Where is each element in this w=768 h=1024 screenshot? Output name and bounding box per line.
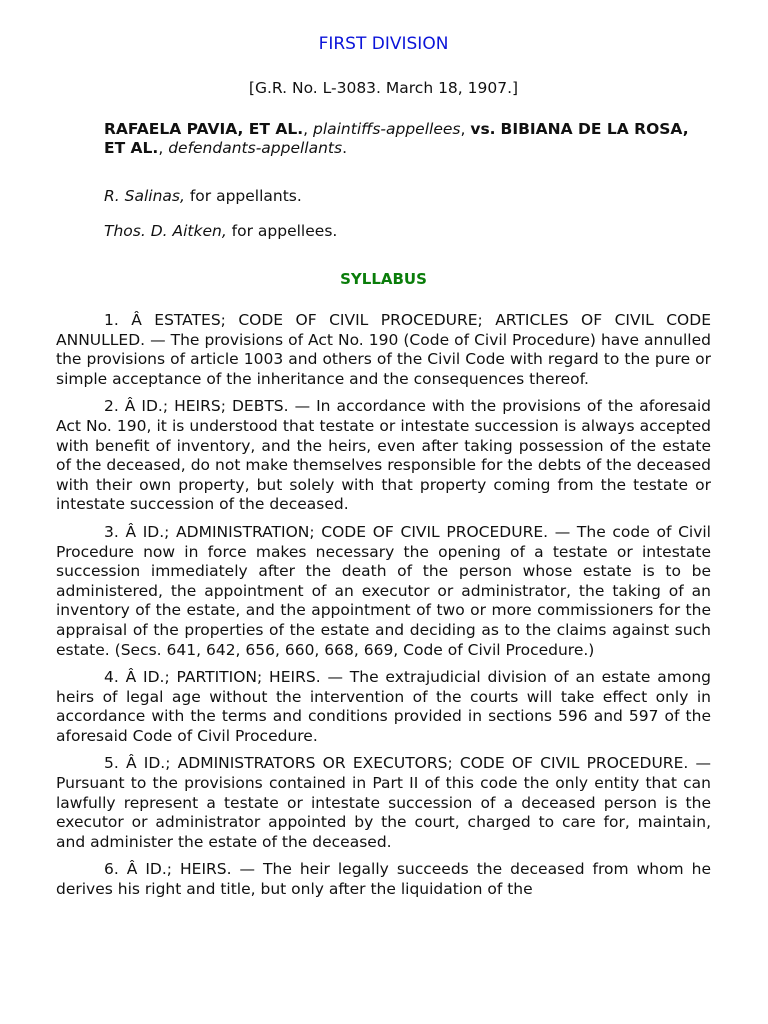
syllabus-heading: SYLLABUS [340,270,427,288]
case-number: [G.R. No. L-3083. March 18, 1907.] [248,79,519,97]
defendants-role: defendants-appellants [168,139,343,157]
division-heading: FIRST DIVISION [318,34,449,54]
syllabus-item: 5. Â ID.; ADMINISTRATORS OR EXECUTORS; CODE OF CIVIL PROCEDURE. — Pursuant to the provisions contained in Part II of this code the only entity that can lawfully represent a testate or intestate succession of a deceased person is the executor or administrator appointed by the court, charged to care for, maintain, and administer the estate of the deceased. [56,754,711,851]
counsel-role: for appellees. [226,222,338,240]
syllabus-body [56,311,711,908]
counsel-name: Thos. D. Aitken, [104,222,227,240]
versus-label: vs. [470,120,496,138]
syllabus-item: 2. Â ID.; HEIRS; DEBTS. — In accordance with the provisions of the aforesaid Act No. 190, it is understood that testate or intestate succession is always accepted with benefit of inventory, and the heirs, even after taking possession of the estate of the deceased, do not make themselves responsible for the debts of the deceased with their own property, but solely with that property coming from the testate or intestate succession of the deceased. [56,397,711,514]
counsel-appellants [104,186,704,206]
counsel-appellees [104,221,704,241]
counsel-role: for appellants. [184,187,302,205]
plaintiffs-role: plaintiffs-appellees [312,120,461,138]
defendants-name: BIBIANA DE LA ROSA, ET AL. [104,120,689,157]
syllabus-item: 1. Â ESTATES; CODE OF CIVIL PROCEDURE; ARTICLES OF CIVIL CODE ANNULLED. — The provisions of Act No. 190 (Code of Civil Procedure) have annulled the provisions of article 1003 and others of the Civil Code with regard to the pure or simple acceptance of the inheritance and the consequences thereof. [56,311,711,388]
case-parties: RAFAELA PAVIA, ET AL., plaintiffs-appellees, vs. BIBIANA DE LA ROSA, ET AL., defendants-appellants. [104,120,689,157]
syllabus-item: 6. Â ID.; HEIRS. — The heir legally succeeds the deceased from whom he derives his right and title, but only after the liquidation of the [56,860,711,899]
syllabus-item: 3. Â ID.; ADMINISTRATION; CODE OF CIVIL PROCEDURE. — The code of Civil Procedure now in force makes necessary the opening of a testate or intestate succession immediately after the death of the person whose estate is to be administered, the appointment of an executor or administrator, the taking of an inventory of the estate, and the appointment of two or more commissioners for the appraisal of the properties of the estate and deciding as to the claims against such estate. (Secs. 641, 642, 656, 660, 668, 669, Code of Civil Procedure.) [56,522,711,659]
syllabus-item: 4. Â ID.; PARTITION; HEIRS. — The extrajudicial division of an estate among heirs of legal age without the intervention of the courts will take effect only in accordance with the terms and conditions provided in sections 596 and 597 of the aforesaid Code of Civil Procedure. [56,668,711,745]
plaintiffs-name: RAFAELA PAVIA, ET AL. [104,120,304,138]
counsel-name: R. Salinas, [104,187,185,205]
